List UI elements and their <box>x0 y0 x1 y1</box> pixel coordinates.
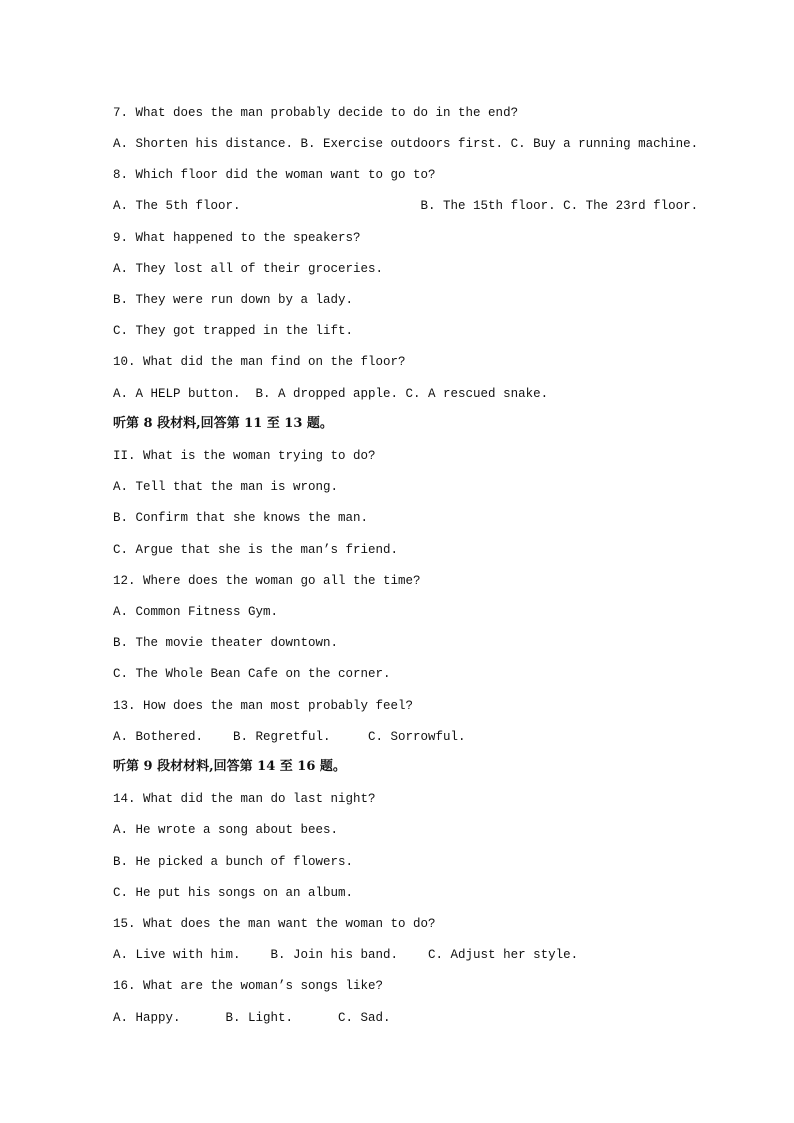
question-9-option-c: C. They got trapped in the lift. <box>113 324 354 338</box>
question-9-option-a: A. They lost all of their groceries. <box>113 262 384 276</box>
question-11-option-a: A. Tell that the man is wrong. <box>113 480 339 494</box>
question-16: 16. What are the woman’s songs like? <box>113 979 384 993</box>
question-7: 7. What does the man probably decide to do in the end? <box>113 106 519 120</box>
question-15: 15. What does the man want the woman to do? <box>113 917 436 931</box>
question-10: 10. What did the man find on the floor? <box>113 355 406 369</box>
question-11-option-c: C. Argue that she is the man’s friend. <box>113 543 399 557</box>
question-7-options: A. Shorten his distance. B. Exercise outdoors first. C. Buy a running machine. <box>113 137 699 151</box>
question-12-option-a: A. Common Fitness Gym. <box>113 605 279 619</box>
question-14-option-a: A. He wrote a song about bees. <box>113 823 339 837</box>
question-11-option-b: B. Confirm that she knows the man. <box>113 511 369 525</box>
section-heading-9: 听第 9 段材材料,回答第 14 至 16 题。 <box>113 759 346 774</box>
question-11: II. What is the woman trying to do? <box>113 449 376 463</box>
question-12: 12. Where does the woman go all the time? <box>113 574 421 588</box>
question-12-option-b: B. The movie theater downtown. <box>113 636 339 650</box>
question-8-options: A. The 5th floor. B. The 15th floor. C. The 23rd floor. <box>113 199 699 213</box>
question-9: 9. What happened to the speakers? <box>113 231 361 245</box>
question-16-options: A. Happy. B. Light. C. Sad. <box>113 1011 391 1025</box>
question-15-options: A. Live with him. B. Join his band. C. Adjust her style. <box>113 948 579 962</box>
question-14-option-b: B. He picked a bunch of flowers. <box>113 855 354 869</box>
question-10-options: A. A HELP button. B. A dropped apple. C. A rescued snake. <box>113 387 549 401</box>
question-14-option-c: C. He put his songs on an album. <box>113 886 354 900</box>
section-heading-8: 听第 8 段材料,回答第 11 至 13 题。 <box>113 416 333 431</box>
question-12-option-c: C. The Whole Bean Cafe on the corner. <box>113 667 391 681</box>
question-13-options: A. Bothered. B. Regretful. C. Sorrowful. <box>113 730 466 744</box>
question-9-option-b: B. They were run down by a lady. <box>113 293 354 307</box>
question-14: 14. What did the man do last night? <box>113 792 376 806</box>
question-8: 8. Which floor did the woman want to go to? <box>113 168 436 182</box>
question-13: 13. How does the man most probably feel? <box>113 699 414 713</box>
